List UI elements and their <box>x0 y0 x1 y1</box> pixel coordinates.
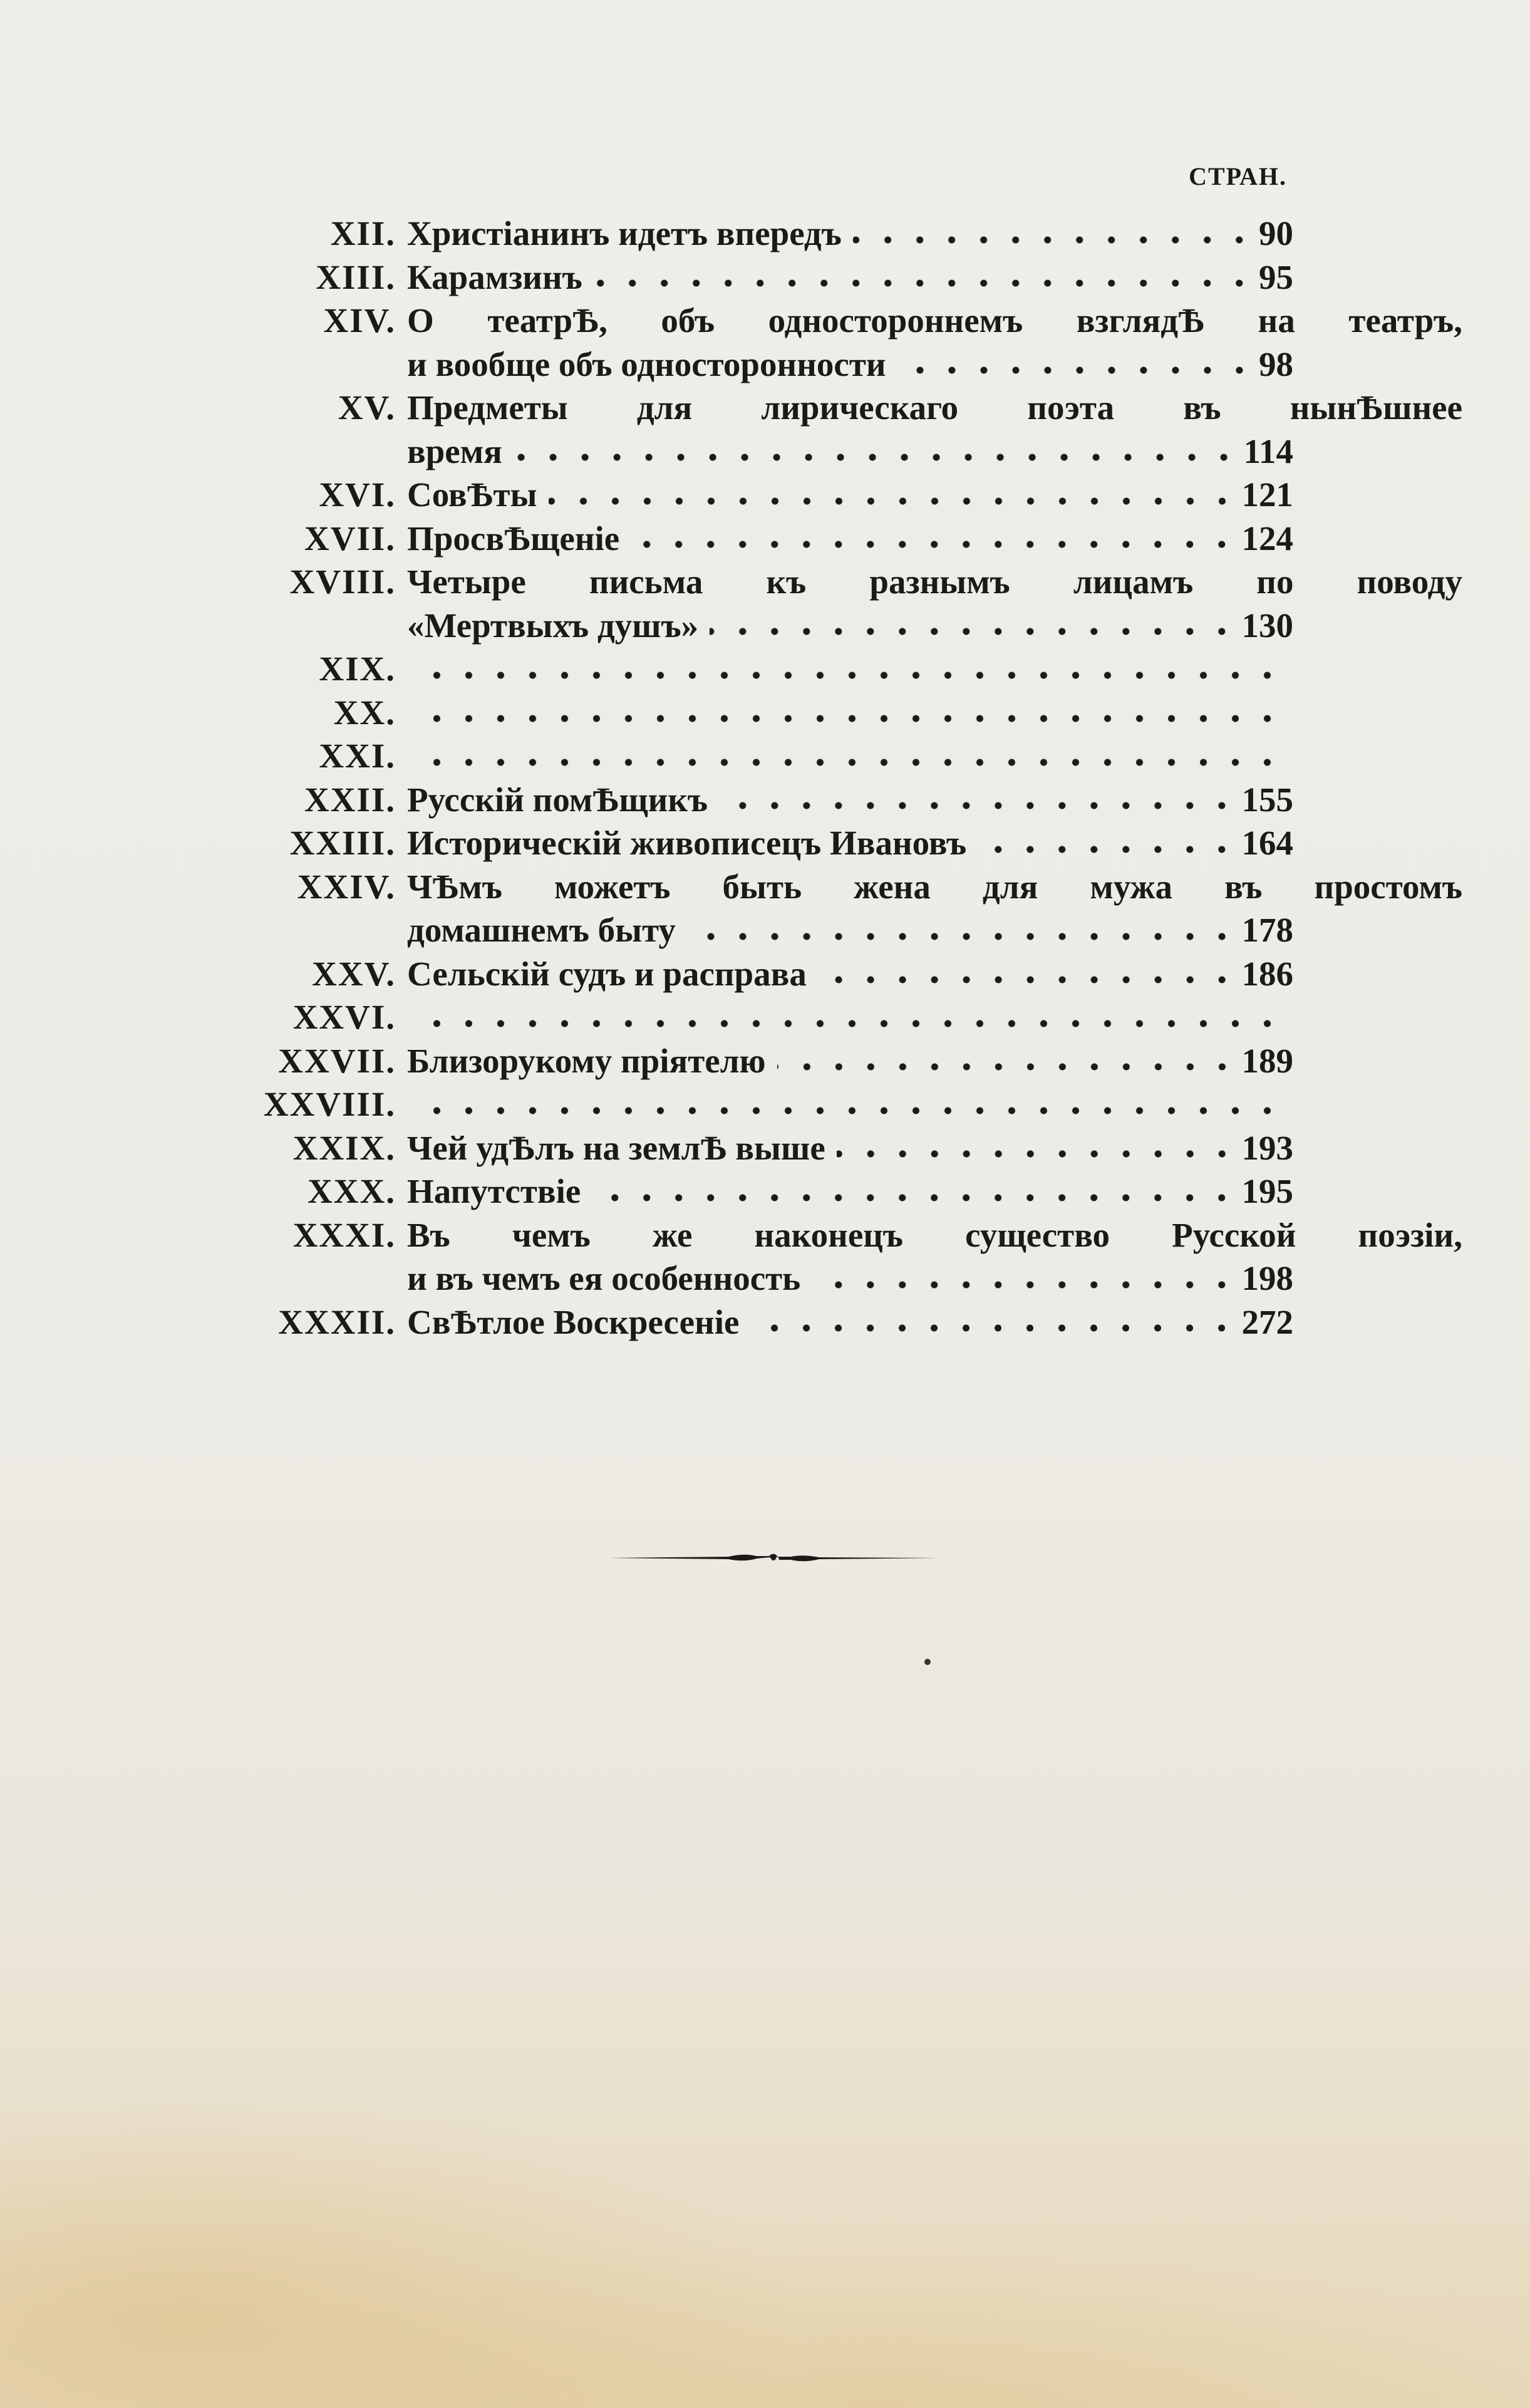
chapter-numeral: XXI. <box>319 737 396 775</box>
chapter-numeral: XXXI. <box>292 1215 396 1254</box>
dot-leader <box>777 1062 1238 1071</box>
page-number: 272 <box>1241 1302 1293 1341</box>
toc-entry-line <box>238 386 1462 430</box>
toc-entry-line <box>238 1039 1293 1083</box>
chapter-title: Карамзинъ <box>407 257 582 296</box>
chapter-numeral: XIII. <box>316 257 396 296</box>
page-number: 121 <box>1241 475 1293 514</box>
chapter-numeral: XV. <box>338 388 396 427</box>
chapter-numeral: XXVI. <box>292 998 396 1036</box>
chapter-numeral: XIX. <box>319 650 396 688</box>
page-number: 95 <box>1259 257 1293 296</box>
chapter-numeral: XXIV. <box>297 867 396 906</box>
page-number: 130 <box>1241 606 1293 645</box>
page-number: 193 <box>1241 1128 1293 1167</box>
chapter-title: и въ чемъ ея особенность <box>407 1259 801 1297</box>
dot-leader <box>897 366 1255 375</box>
chapter-numeral: XXXII. <box>278 1302 396 1341</box>
chapter-title: домашнемъ быту <box>407 911 676 949</box>
chapter-numeral: XVI. <box>319 475 396 514</box>
dot-leader <box>418 758 1283 767</box>
toc-entry-line <box>238 299 1462 343</box>
dot-leader <box>710 627 1238 636</box>
toc-entry-line <box>238 560 1462 604</box>
toc-entry-line <box>238 473 1293 517</box>
chapter-title: Въ чемъ же наконецъ существо Русской поэзіи, <box>407 1215 1462 1254</box>
chapter-numeral: XXII. <box>304 780 396 819</box>
dot-leader <box>514 453 1240 462</box>
chapter-numeral: XIV. <box>323 301 396 340</box>
toc-entry-line <box>238 734 1293 778</box>
dot-leader <box>687 932 1238 941</box>
chapter-title: Христіанинъ идетъ впередъ <box>407 214 842 252</box>
toc-entry-line <box>238 1257 1293 1300</box>
dot-leader <box>418 671 1283 680</box>
toc-entry-line <box>238 691 1293 735</box>
page-number: 114 <box>1243 432 1293 470</box>
toc-entry-line <box>238 1082 1293 1126</box>
dot-leader <box>978 845 1238 854</box>
dot-leader <box>418 1019 1283 1028</box>
dot-leader <box>594 279 1255 288</box>
dot-leader <box>812 1280 1238 1289</box>
chapter-title: Чей удѢлъ на землѢ выше <box>407 1128 825 1167</box>
dot-leader <box>592 1193 1238 1202</box>
ornament-divider <box>609 1550 940 1566</box>
page-number: 90 <box>1259 214 1293 252</box>
chapter-title: Четыре письма къ разнымъ лицамъ по поводу <box>407 563 1462 601</box>
chapter-title: Предметы для лирическаго поэта въ нынѢшнее <box>407 388 1462 427</box>
chapter-title: Напутствіе <box>407 1172 581 1210</box>
toc-entry-line <box>238 343 1293 387</box>
dot-leader <box>418 1106 1283 1115</box>
toc-entry-line <box>238 908 1293 952</box>
chapter-numeral: XXVIII. <box>263 1085 396 1123</box>
toc-entry-line <box>238 952 1293 996</box>
toc-entry-line <box>238 865 1462 909</box>
dot-leader <box>418 714 1283 723</box>
page-number: 124 <box>1241 519 1293 558</box>
page-number: 195 <box>1241 1172 1293 1210</box>
page-number: 186 <box>1241 954 1293 993</box>
chapter-numeral: XXX. <box>308 1172 396 1210</box>
toc-entry-line <box>238 1300 1293 1344</box>
chapter-title: ПросвѢщеніе <box>407 519 620 558</box>
chapter-title: О театрѢ, объ одностороннемъ взглядѢ на театръ, <box>407 301 1462 340</box>
chapter-numeral: XVII. <box>304 519 396 558</box>
chapter-numeral: XXVII. <box>278 1041 396 1080</box>
page-number: 164 <box>1241 824 1293 862</box>
chapter-title: время <box>407 432 502 470</box>
dot-leader <box>818 975 1238 984</box>
dot-leader <box>750 1324 1238 1332</box>
chapter-numeral: XVIII. <box>289 563 396 601</box>
chapter-numeral: XXIX. <box>292 1128 396 1167</box>
chapter-numeral: XII. <box>330 214 396 252</box>
toc-entry-line <box>238 430 1293 474</box>
chapter-title: ЧѢмъ можетъ быть жена для мужа въ простомъ <box>407 867 1462 906</box>
chapter-title: Сельскій судъ и расправа <box>407 954 807 993</box>
chapter-title: «Мертвыхъ душъ» <box>407 606 699 645</box>
toc-entry-line <box>238 517 1293 561</box>
dot-leader <box>719 801 1238 810</box>
dot-leader <box>837 1150 1238 1158</box>
page-number: 189 <box>1241 1041 1293 1080</box>
dot-leader <box>549 497 1238 506</box>
toc-entry-line <box>238 995 1293 1039</box>
toc-entry-line <box>238 778 1293 822</box>
dot-leader <box>853 236 1255 244</box>
toc-entry-line <box>238 1126 1293 1170</box>
chapter-title: Историческій живописецъ Ивановъ <box>407 824 967 862</box>
chapter-title: СовѢты <box>407 475 537 514</box>
page-column-header: СТРАН. <box>1189 162 1287 190</box>
toc-entry-line <box>238 1213 1462 1257</box>
chapter-title: СвѢтлое Воскресеніе <box>407 1302 740 1341</box>
dot-leader <box>631 540 1238 549</box>
chapter-title: и вообще объ односторонности <box>407 345 886 383</box>
printer-dot <box>924 1659 931 1665</box>
chapter-numeral: XX. <box>333 693 396 732</box>
chapter-numeral: XXIII. <box>289 824 396 862</box>
toc-entry-line <box>238 212 1293 256</box>
table-of-contents <box>238 212 1462 1344</box>
toc-entry-line <box>238 1170 1293 1213</box>
page-number: 155 <box>1241 780 1293 819</box>
toc-entry-line <box>238 604 1293 648</box>
page-number: 198 <box>1241 1259 1293 1297</box>
toc-entry-line <box>238 647 1293 691</box>
toc-entry-line <box>238 256 1293 299</box>
toc-entry-line <box>238 821 1293 865</box>
page-number: 98 <box>1259 345 1293 383</box>
chapter-title: Близорукому пріятелю <box>407 1041 766 1080</box>
chapter-numeral: XXV. <box>312 954 396 993</box>
page-number: 178 <box>1241 911 1293 949</box>
chapter-title: Русскій помѢщикъ <box>407 780 708 819</box>
